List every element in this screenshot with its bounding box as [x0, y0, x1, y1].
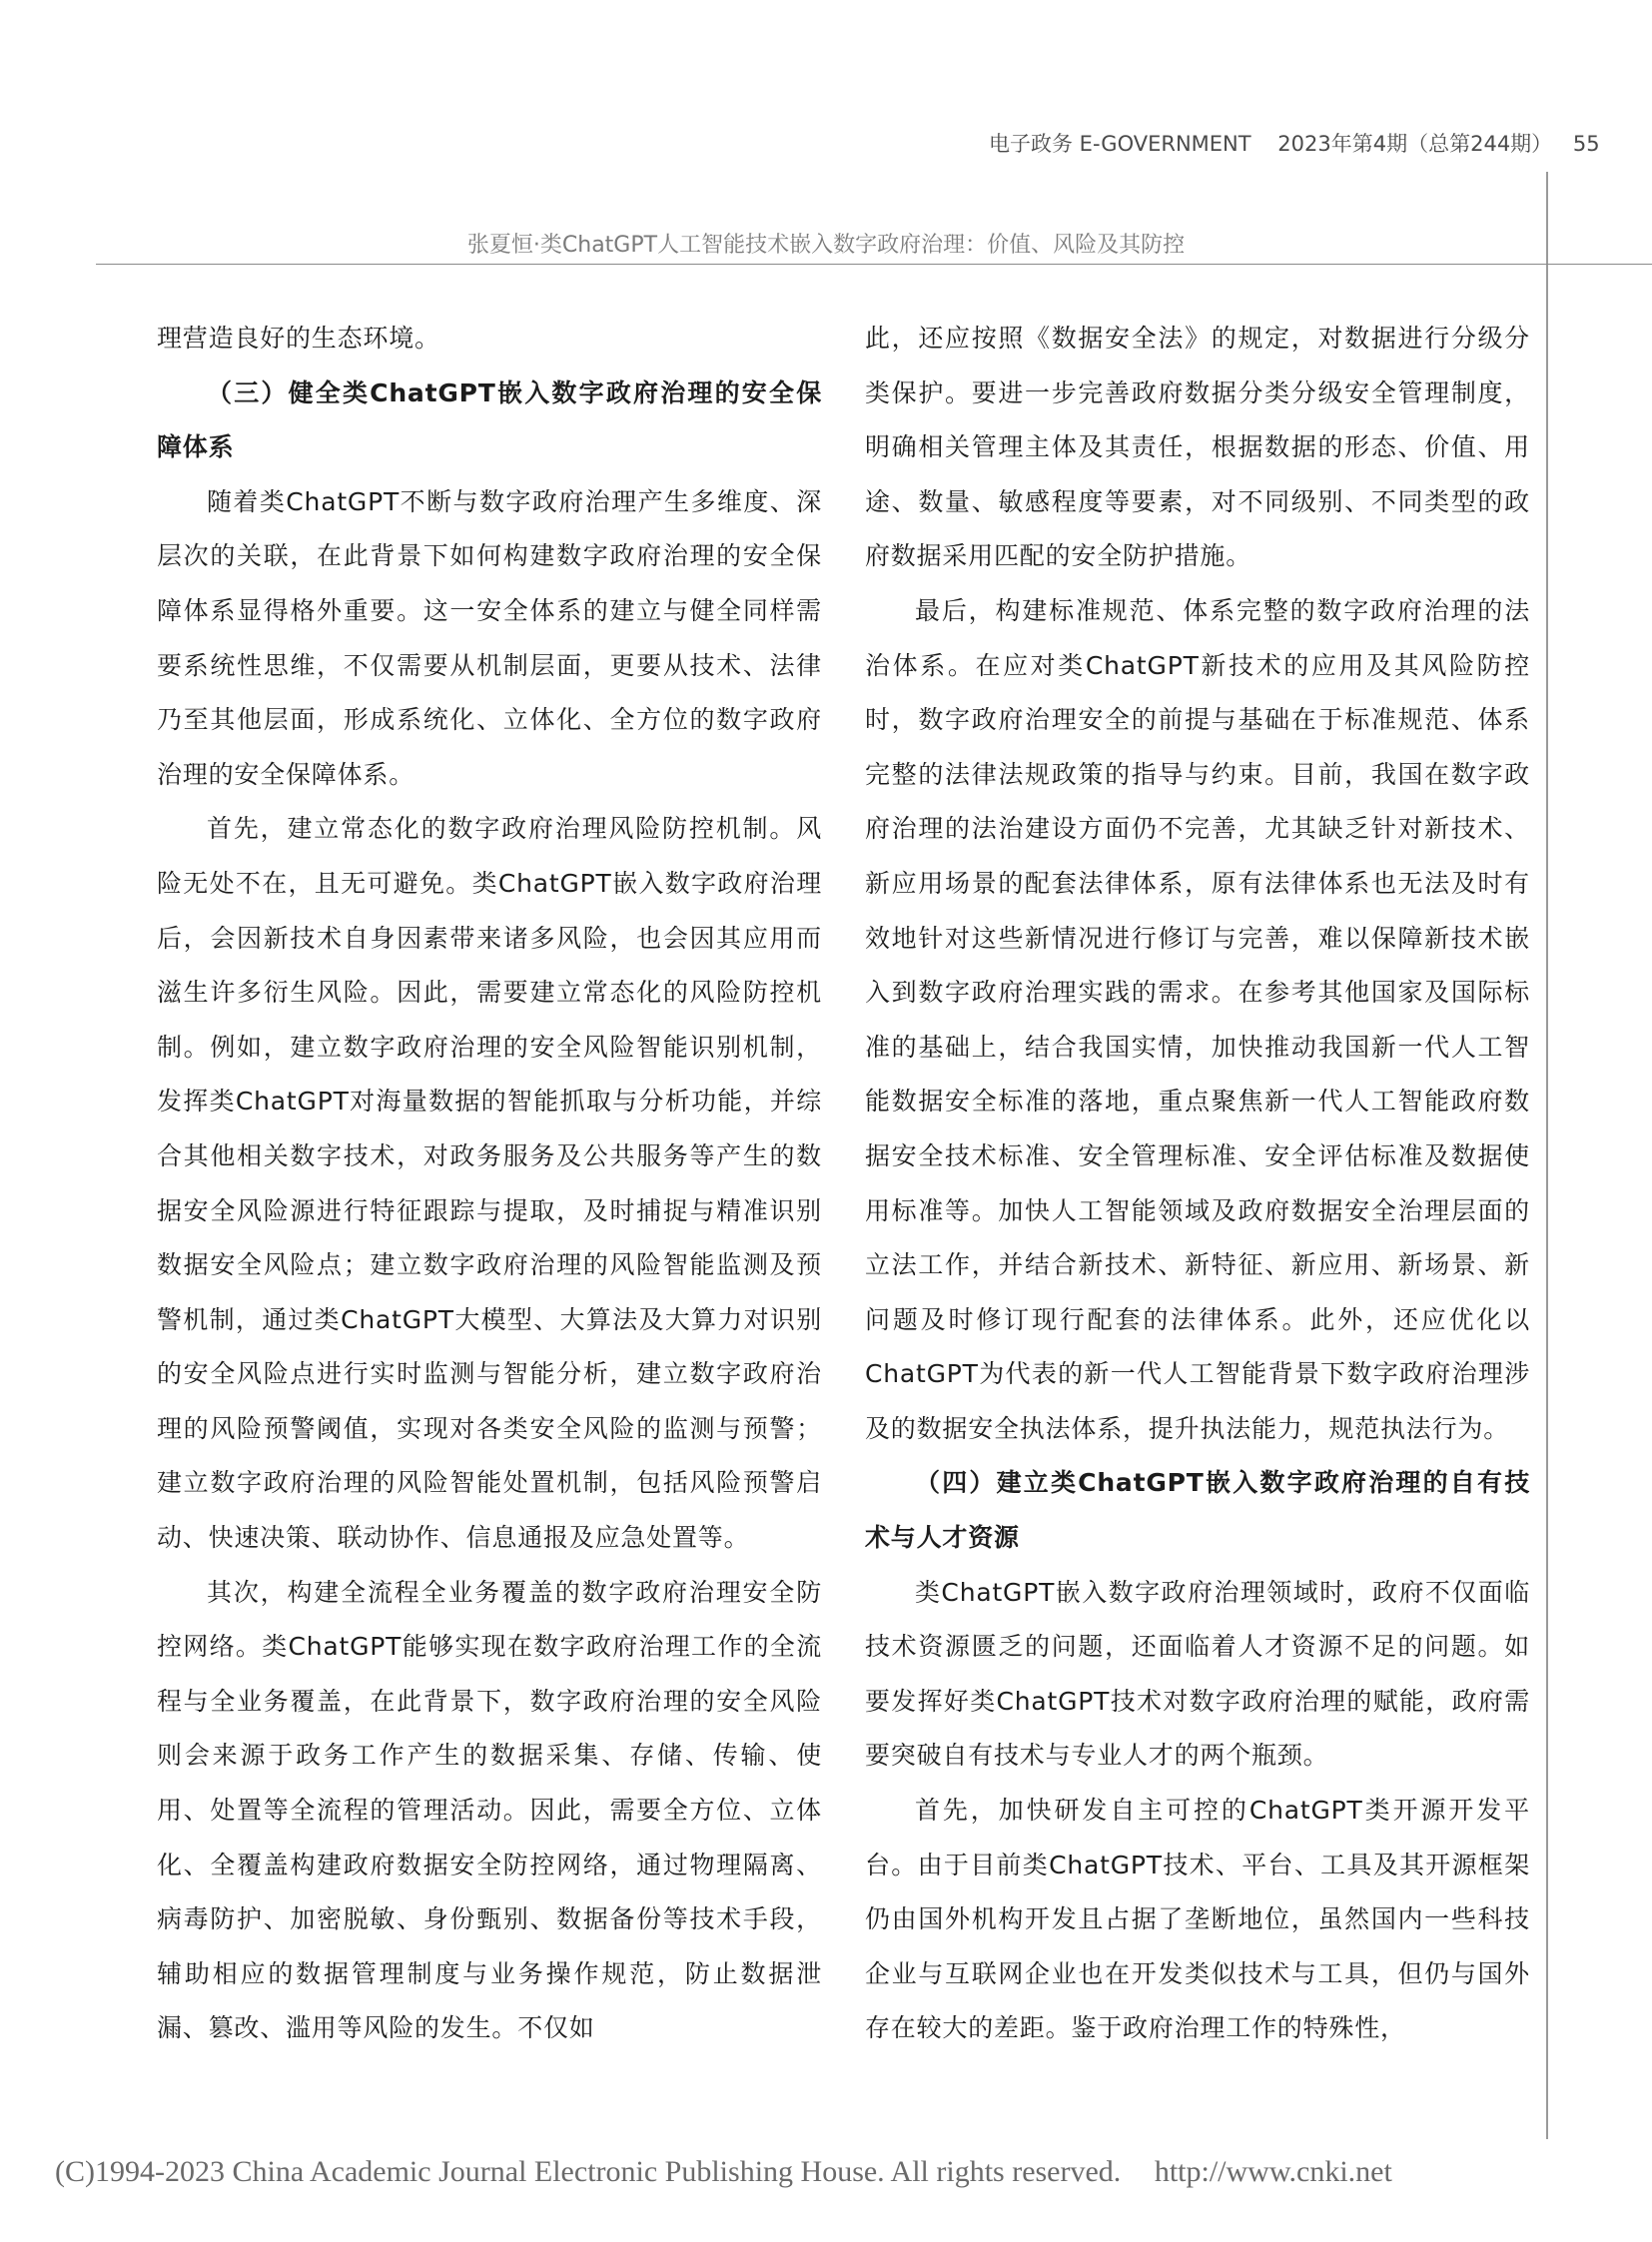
cnki-link[interactable]: http://www.cnki.net: [1154, 2155, 1392, 2188]
section-heading: （四）建立类ChatGPT嵌入数字政府治理的自有技术与人才资源: [865, 1468, 1530, 1553]
margin-rule: [1546, 172, 1548, 2139]
paragraph: 此，还应按照《数据安全法》的规定，对数据进行分级分类保护。要进一步完善政府数据分类分级安全管理制度，明确相关管理主体及其责任，根据数据的形态、价值、用途、数量、敏感程度等要素，对不同级别、不同类型的政府数据采用匹配的安全防护措施。: [865, 324, 1530, 571]
copyright-footer: [55, 2155, 1613, 2189]
section-heading: （三）健全类ChatGPT嵌入数字政府治理的安全保障体系: [157, 377, 822, 462]
paragraph: 理营造良好的生态环境。: [157, 324, 440, 353]
header-rule: [96, 264, 1652, 265]
paragraph: 首先，建立常态化的数字政府治理风险防控机制。风险无处不在，且无可避免。类ChatGPT嵌入数字政府治理后，会因新技术自身因素带来诸多风险，也会因其应用而滋生许多衍生风险。因此，需要建立常态化的风险防控机制。例如，建立数字政府治理的安全风险智能识别机制，发挥类ChatGPT对海量数据的智能抓取与分析功能，并综合其他相关数字技术，对政务服务及公共服务等产生的数据安全风险源进行特征跟踪与提取，及时捕捉与精准识别数据安全风险点；建立数字政府治理的风险智能监测及预警机制，通过类ChatGPT大模型、大算法及大算力对识别的安全风险点进行实时监测与智能分析，建立数字政府治理的风险预警阈值，实现对各类安全风险的监测与预警；建立数字政府治理的风险智能处置机制，包括风险预警启动、快速决策、联动协作、信息通报及应急处置等。: [157, 814, 822, 1553]
running-title: 张夏恒·类ChatGPT人工智能技术嵌入数字政府治理：价值、风险及其防控: [466, 233, 1186, 258]
paragraph: 其次，构建全流程全业务覆盖的数字政府治理安全防控网络。类ChatGPT能够实现在数字政府治理工作的全流程与全业务覆盖，在此背景下，数字政府治理的安全风险则会来源于政务工作产生的数据采集、存储、传输、使用、处置等全流程的管理活动。因此，需要全方位、立体化、全覆盖构建政府数据安全防控网络，通过物理隔离、病毒防护、加密脱敏、身份甄别、数据备份等技术手段，辅助相应的数据管理制度与业务操作规范，防止数据泄漏、篡改、滥用等风险的发生。不仅如: [157, 1577, 822, 2043]
paragraph: 首先，加快研发自主可控的ChatGPT类开源开发平台。由于目前类ChatGPT技术、平台、工具及其开源框架仍由国外机构开发且占据了垄断地位，虽然国内一些科技企业与互联网企业也在开发类似技术与工具，但仍与国外存在较大的差距。鉴于政府治理工作的特殊性，: [865, 1796, 1530, 2043]
issue-info: 2023年第4期（总第244期）: [1277, 132, 1553, 156]
copyright-text: (C)1994-2023 China Academic Journal Electronic Publishing House. All rights reserved.: [55, 2155, 1122, 2188]
left-column: [157, 312, 822, 2056]
paragraph: 类ChatGPT嵌入数字政府治理领域时，政府不仅面临技术资源匮乏的问题，还面临着人才资源不足的问题。如要发挥好类ChatGPT技术对数字政府治理的赋能，政府需要突破自有技术与专业人才的两个瓶颈。: [865, 1577, 1530, 1771]
page-number: 55: [1572, 132, 1600, 156]
paragraph: 随着类ChatGPT不断与数字政府治理产生多维度、深层次的关联，在此背景下如何构建数字政府治理的安全保障体系显得格外重要。这一安全体系的建立与健全同样需要系统性思维，不仅需要从机制层面，更要从技术、法律乃至其他层面，形成系统化、立体化、全方位的数字政府治理的安全保障体系。: [157, 486, 822, 789]
paragraph: 最后，构建标准规范、体系完整的数字政府治理的法治体系。在应对类ChatGPT新技术的应用及其风险防控时，数字政府治理安全的前提与基础在于标准规范、体系完整的法律法规政策的指导与约束。目前，我国在数字政府治理的法治建设方面仍不完善，尤其缺乏针对新技术、新应用场景的配套法律体系，原有法律体系也无法及时有效地针对这些新情况进行修订与完善，难以保障新技术嵌入到数字政府治理实践的需求。在参考其他国家及国际标准的基础上，结合我国实情，加快推动我国新一代人工智能数据安全标准的落地，重点聚焦新一代人工智能政府数据安全技术标准、安全管理标准、安全评估标准及数据使用标准等。加快人工智能领域及政府数据安全治理层面的立法工作，并结合新技术、新特征、新应用、新场景、新问题及时修订现行配套的法律体系。此外，还应优化以ChatGPT为代表的新一代人工智能背景下数字政府治理涉及的数据安全执法体系，提升执法能力，规范执法行为。: [865, 595, 1530, 1443]
right-column: [865, 312, 1530, 2056]
journal-header: [989, 128, 1600, 158]
journal-name: 电子政务 E-GOVERNMENT: [989, 132, 1251, 156]
